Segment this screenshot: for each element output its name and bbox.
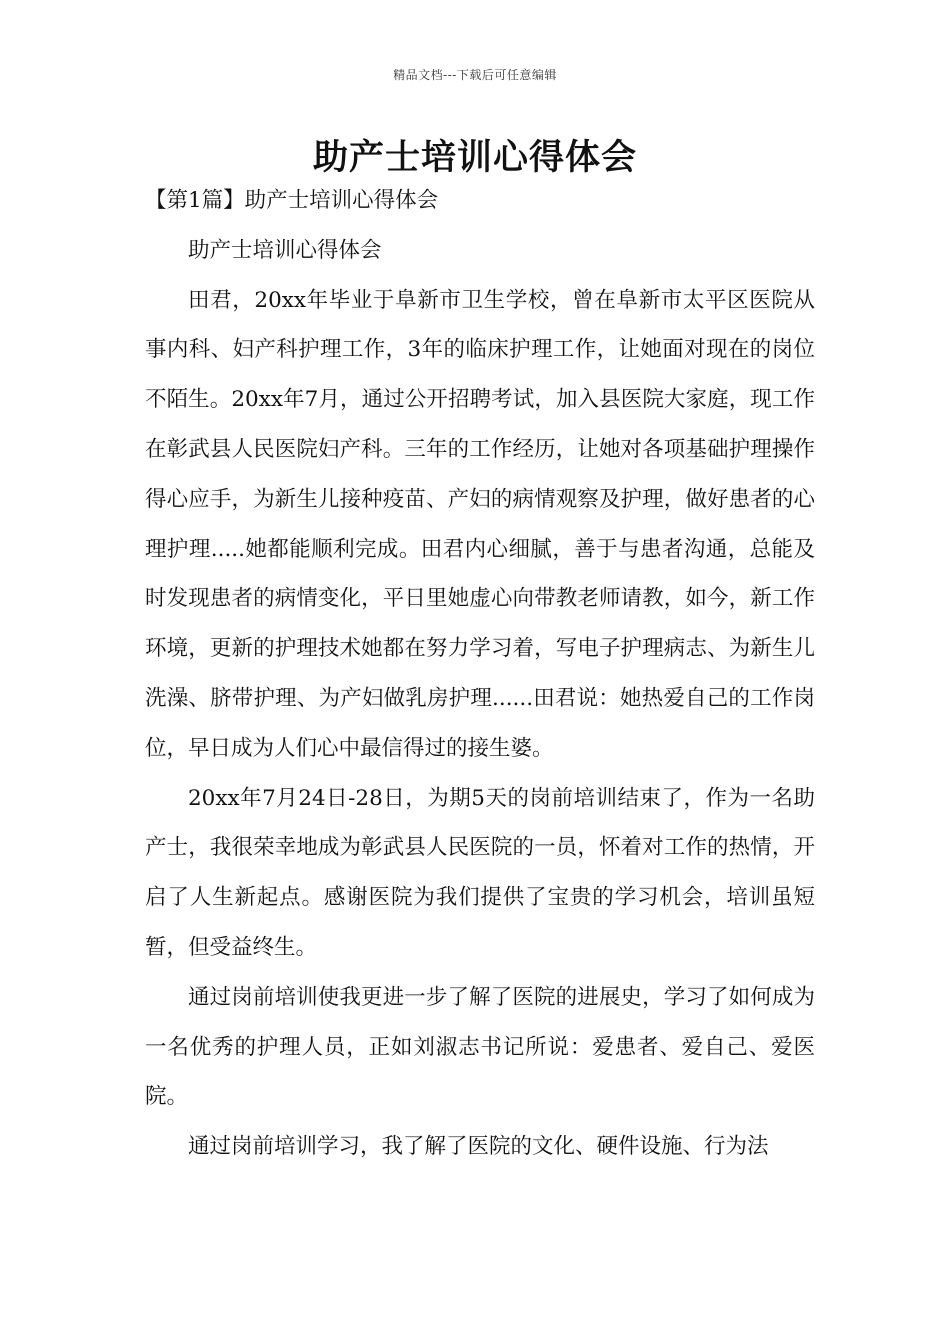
section-heading: 【第1篇】助产士培训心得体会 [145, 188, 439, 213]
paragraph-training-end: 20xx年7月24日-28日，为期5天的岗前培训结束了，作为一名助产士，我很荣幸地成为彰武县人民医院的一员，怀着对工作的热情，开启了人生新起点。感谢医院为我们提供了宝贵的学习机会，培训虽短暂，但受益终生。 [145, 785, 815, 960]
document-title: 助产士培训心得体会 [312, 137, 637, 178]
paragraph-subtitle: 助产士培训心得体会 [188, 237, 382, 263]
paragraph-hospital-culture: 通过岗前培训学习，我了解了医院的文化、硬件设施、行为法 [188, 1134, 769, 1160]
header-note: 精品文档---下载后可任意编辑 [393, 68, 557, 82]
paragraph-hospital-history: 通过岗前培训使我更进一步了解了医院的进展史，学习了如何成为一名优秀的护理人员，正如刘淑志书记所说：爱患者、爱自己、爱医院。 [145, 984, 815, 1110]
paragraph-profile: 田君，20xx年毕业于阜新市卫生学校，曾在阜新市太平区医院从事内科、妇产科护理工作，3年的临床护理工作，让她面对现在的岗位不陌生。20xx年7月，通过公开招聘考试，加入县医院大家庭，现工作在彰武县人民医院妇产科。三年的工作经历，让她对各项基础护理操作得心应手，为新生儿接种疫苗、产妇的病情观察及护理，做好患者的心理护理.....她都能顺利完成。田君内心细腻，善于与患者沟通，总能及时发现患者的病情变化，平日里她虚心向带教老师请教，如今，新工作环境，更新的护理技术她都在努力学习着，写电子护理病志、为新生儿洗澡、脐带护理、为产妇做乳房护理......田君说：她热爱自己的工作岗位，早日成为人们心中最信得过的接生婆。 [145, 287, 815, 761]
document-body [145, 176, 815, 1172]
